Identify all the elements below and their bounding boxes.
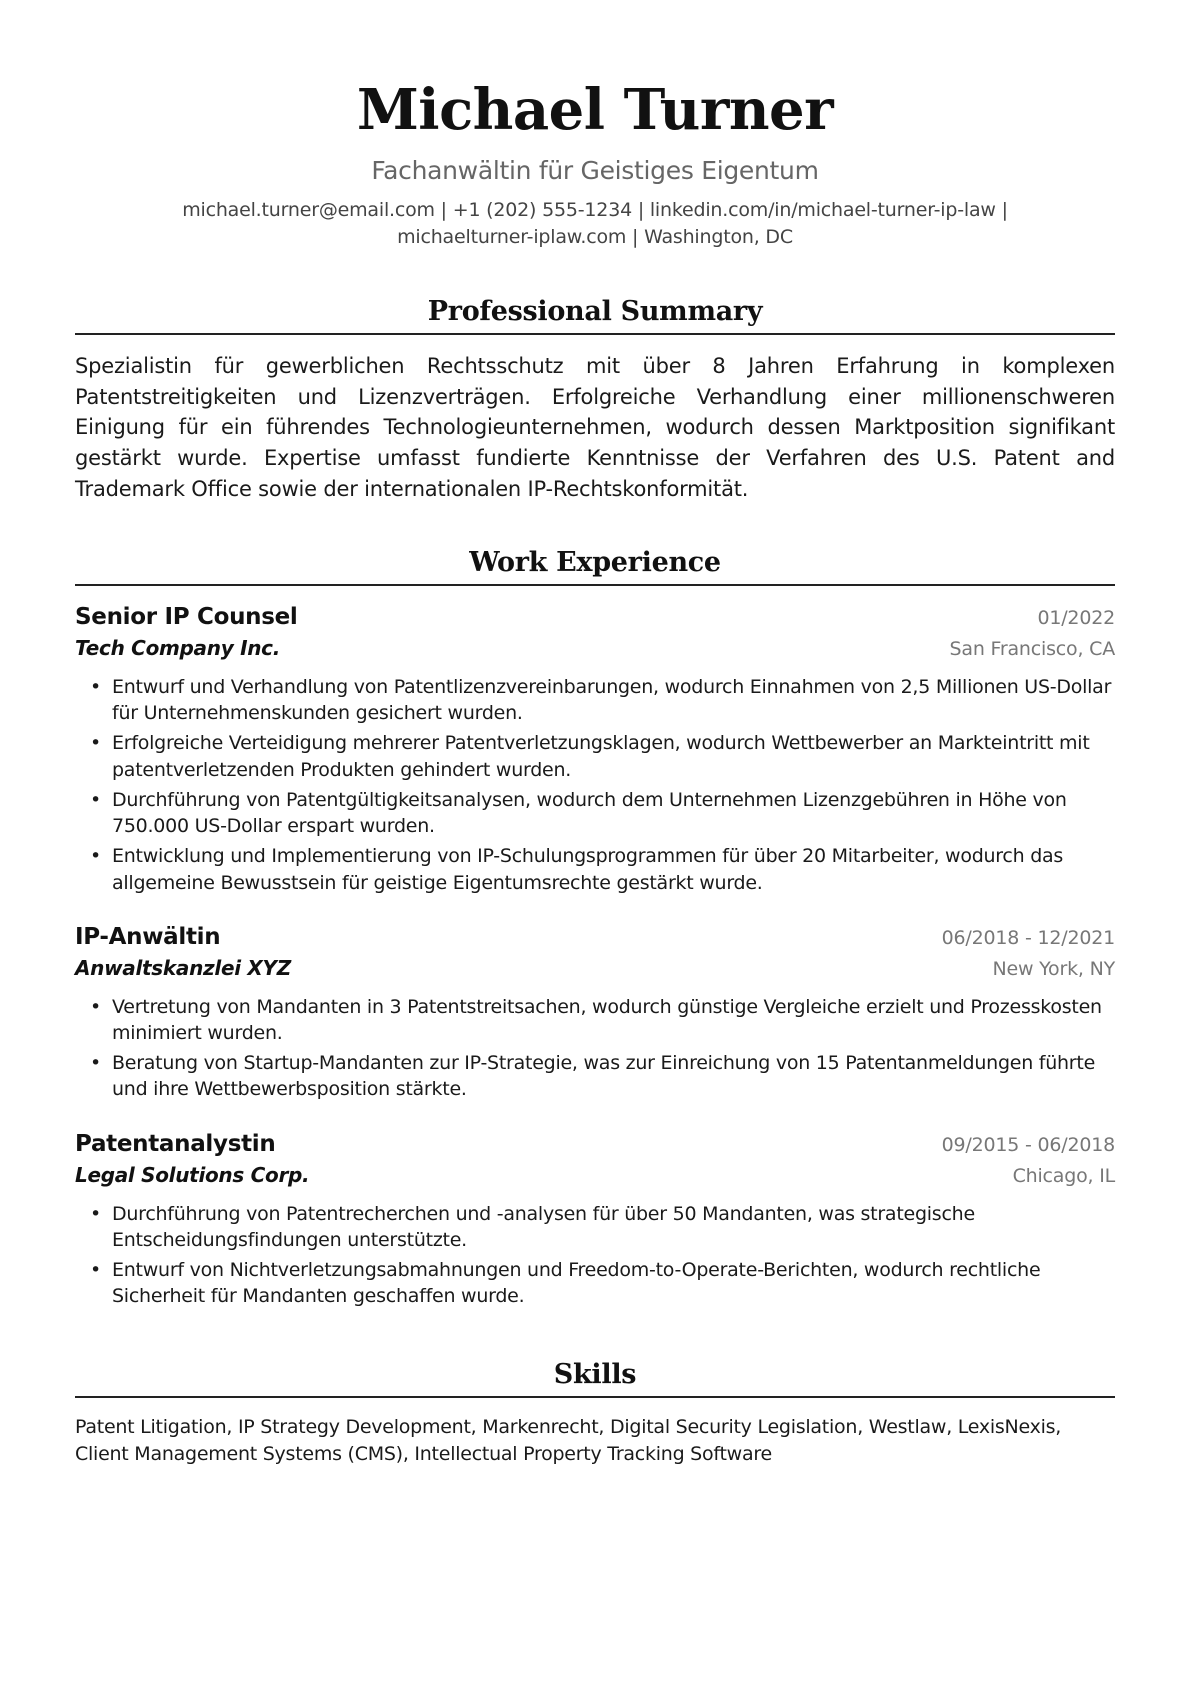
job-bullet <box>75 1050 1115 1102</box>
job-bullet <box>75 787 1115 839</box>
job-header <box>75 924 1115 950</box>
bullet-icon: • <box>90 845 101 868</box>
job-date: 06/2018 - 12/2021 <box>941 926 1115 949</box>
job-location: New York, NY <box>992 957 1115 980</box>
contact-line-1: michael.turner@email.com | +1 (202) 555-1234 | linkedin.com/in/michael-turner-ip-law | <box>182 198 1008 221</box>
job-header <box>75 604 1115 630</box>
job-bullet <box>75 843 1115 895</box>
job-entry <box>75 924 1115 1103</box>
bullet-icon: • <box>90 1202 101 1225</box>
bullet-icon: • <box>90 732 101 755</box>
bullet-icon: • <box>90 995 101 1018</box>
job-header <box>75 1131 1115 1157</box>
candidate-name: Michael Turner <box>356 77 834 143</box>
job-bullet-text: Durchführung von Patentrecherchen und -analysen für über 50 Mandanten, was strategische Entscheidungsfindungen unterstützte. <box>112 1202 975 1251</box>
skills-section <box>75 1359 1115 1468</box>
company-row <box>75 956 1115 980</box>
summary-text: Spezialistin für gewerblichen Rechtsschutz mit über 8 Jahren Erfahrung in komplexen Patentstreitigkeiten und Lizenzverträgen. Erfolgreiche Verhandlung einer millionenschweren Einigung für ein führendes Technologieunternehmen, wodurch dessen Marktposition signifikant gestärkt wurde. Expertise umfasst fundierte Kenntnisse der Verfahren des U.S. Patent and Trademark Office sowie der internationalen IP-Rechtskonformität. <box>75 353 1115 502</box>
job-bullet <box>75 674 1115 726</box>
job-bullets <box>75 994 1115 1103</box>
section-title-work: Work Experience <box>75 547 1115 586</box>
candidate-role: Fachanwältin für Geistiges Eigentum <box>371 155 819 185</box>
job-bullet-text: Erfolgreiche Verteidigung mehrerer Patentverletzungsklagen, wodurch Wettbewerber an Markteintritt mit patentverletzenden Produkten gehindert wurden. <box>112 732 1090 781</box>
job-date: 09/2015 - 06/2018 <box>941 1133 1115 1156</box>
job-bullets <box>75 1201 1115 1310</box>
company-name: Anwaltskanzlei XYZ <box>75 955 291 980</box>
job-bullet-text: Entwurf von Nichtverletzungsabmahnungen und Freedom-to-Operate-Berichten, wodurch rechtliche Sicherheit für Mandanten geschaffen wurde. <box>112 1259 1041 1308</box>
job-bullets <box>75 674 1115 896</box>
contact-line-2: michaelturner-iplaw.com | Washington, DC <box>397 226 793 249</box>
job-bullet-text: Beratung von Startup-Mandanten zur IP-Strategie, was zur Einreichung von 15 Patentanmeldungen führte und ihre Wettbewerbsposition stärkte. <box>112 1052 1096 1101</box>
skills-text: Patent Litigation, IP Strategy Development, Markenrecht, Digital Security Legislation, Westlaw, LexisNexis, Client Management Systems (CMS), Intellectual Property Tracking Software <box>75 1416 1062 1466</box>
job-bullet <box>75 1257 1115 1309</box>
summary-section <box>75 296 1115 505</box>
resume-header <box>75 77 1115 252</box>
job-bullet-text: Entwurf und Verhandlung von Patentlizenzvereinbarungen, wodurch Einnahmen von 2,5 Millionen US-Dollar für Unternehmenskunden gesichert wurden. <box>112 675 1112 725</box>
section-title-skills: Skills <box>75 1359 1115 1398</box>
company-row <box>75 636 1115 660</box>
job-bullet-text: Entwicklung und Implementierung von IP-Schulungsprogrammen für über 20 Mitarbeiter, wodurch das allgemeine Bewusstsein für geistige Eigentumsrechte gestärkt wurde. <box>112 845 1064 894</box>
job-bullet <box>75 1201 1115 1253</box>
company-name: Tech Company Inc. <box>75 635 281 660</box>
bullet-icon: • <box>90 788 101 811</box>
job-title: Patentanalystin <box>75 1130 276 1157</box>
contact-info <box>75 197 1115 252</box>
bullet-icon: • <box>90 675 101 698</box>
resume-page <box>75 0 1115 1468</box>
company-name: Legal Solutions Corp. <box>75 1162 310 1187</box>
work-experience-section <box>75 547 1115 1310</box>
job-entry <box>75 604 1115 896</box>
job-title: Senior IP Counsel <box>75 603 298 630</box>
job-title: IP-Anwältin <box>75 923 221 950</box>
job-location: San Francisco, CA <box>949 637 1115 660</box>
job-bullet-text: Vertretung von Mandanten in 3 Patentstreitsachen, wodurch günstige Vergleiche erzielt und Prozesskosten minimiert wurden. <box>112 995 1102 1044</box>
job-bullet <box>75 994 1115 1046</box>
job-bullet <box>75 730 1115 782</box>
section-title-summary: Professional Summary <box>75 296 1115 335</box>
job-bullet-text: Durchführung von Patentgültigkeitsanalysen, wodurch dem Unternehmen Lizenzgebühren in Höhe von 750.000 US-Dollar erspart wurden. <box>112 788 1067 838</box>
company-row <box>75 1163 1115 1187</box>
bullet-icon: • <box>90 1052 101 1075</box>
bullet-icon: • <box>90 1259 101 1282</box>
job-location: Chicago, IL <box>1012 1164 1115 1187</box>
job-date: 01/2022 <box>1037 606 1115 629</box>
job-entry <box>75 1131 1115 1310</box>
